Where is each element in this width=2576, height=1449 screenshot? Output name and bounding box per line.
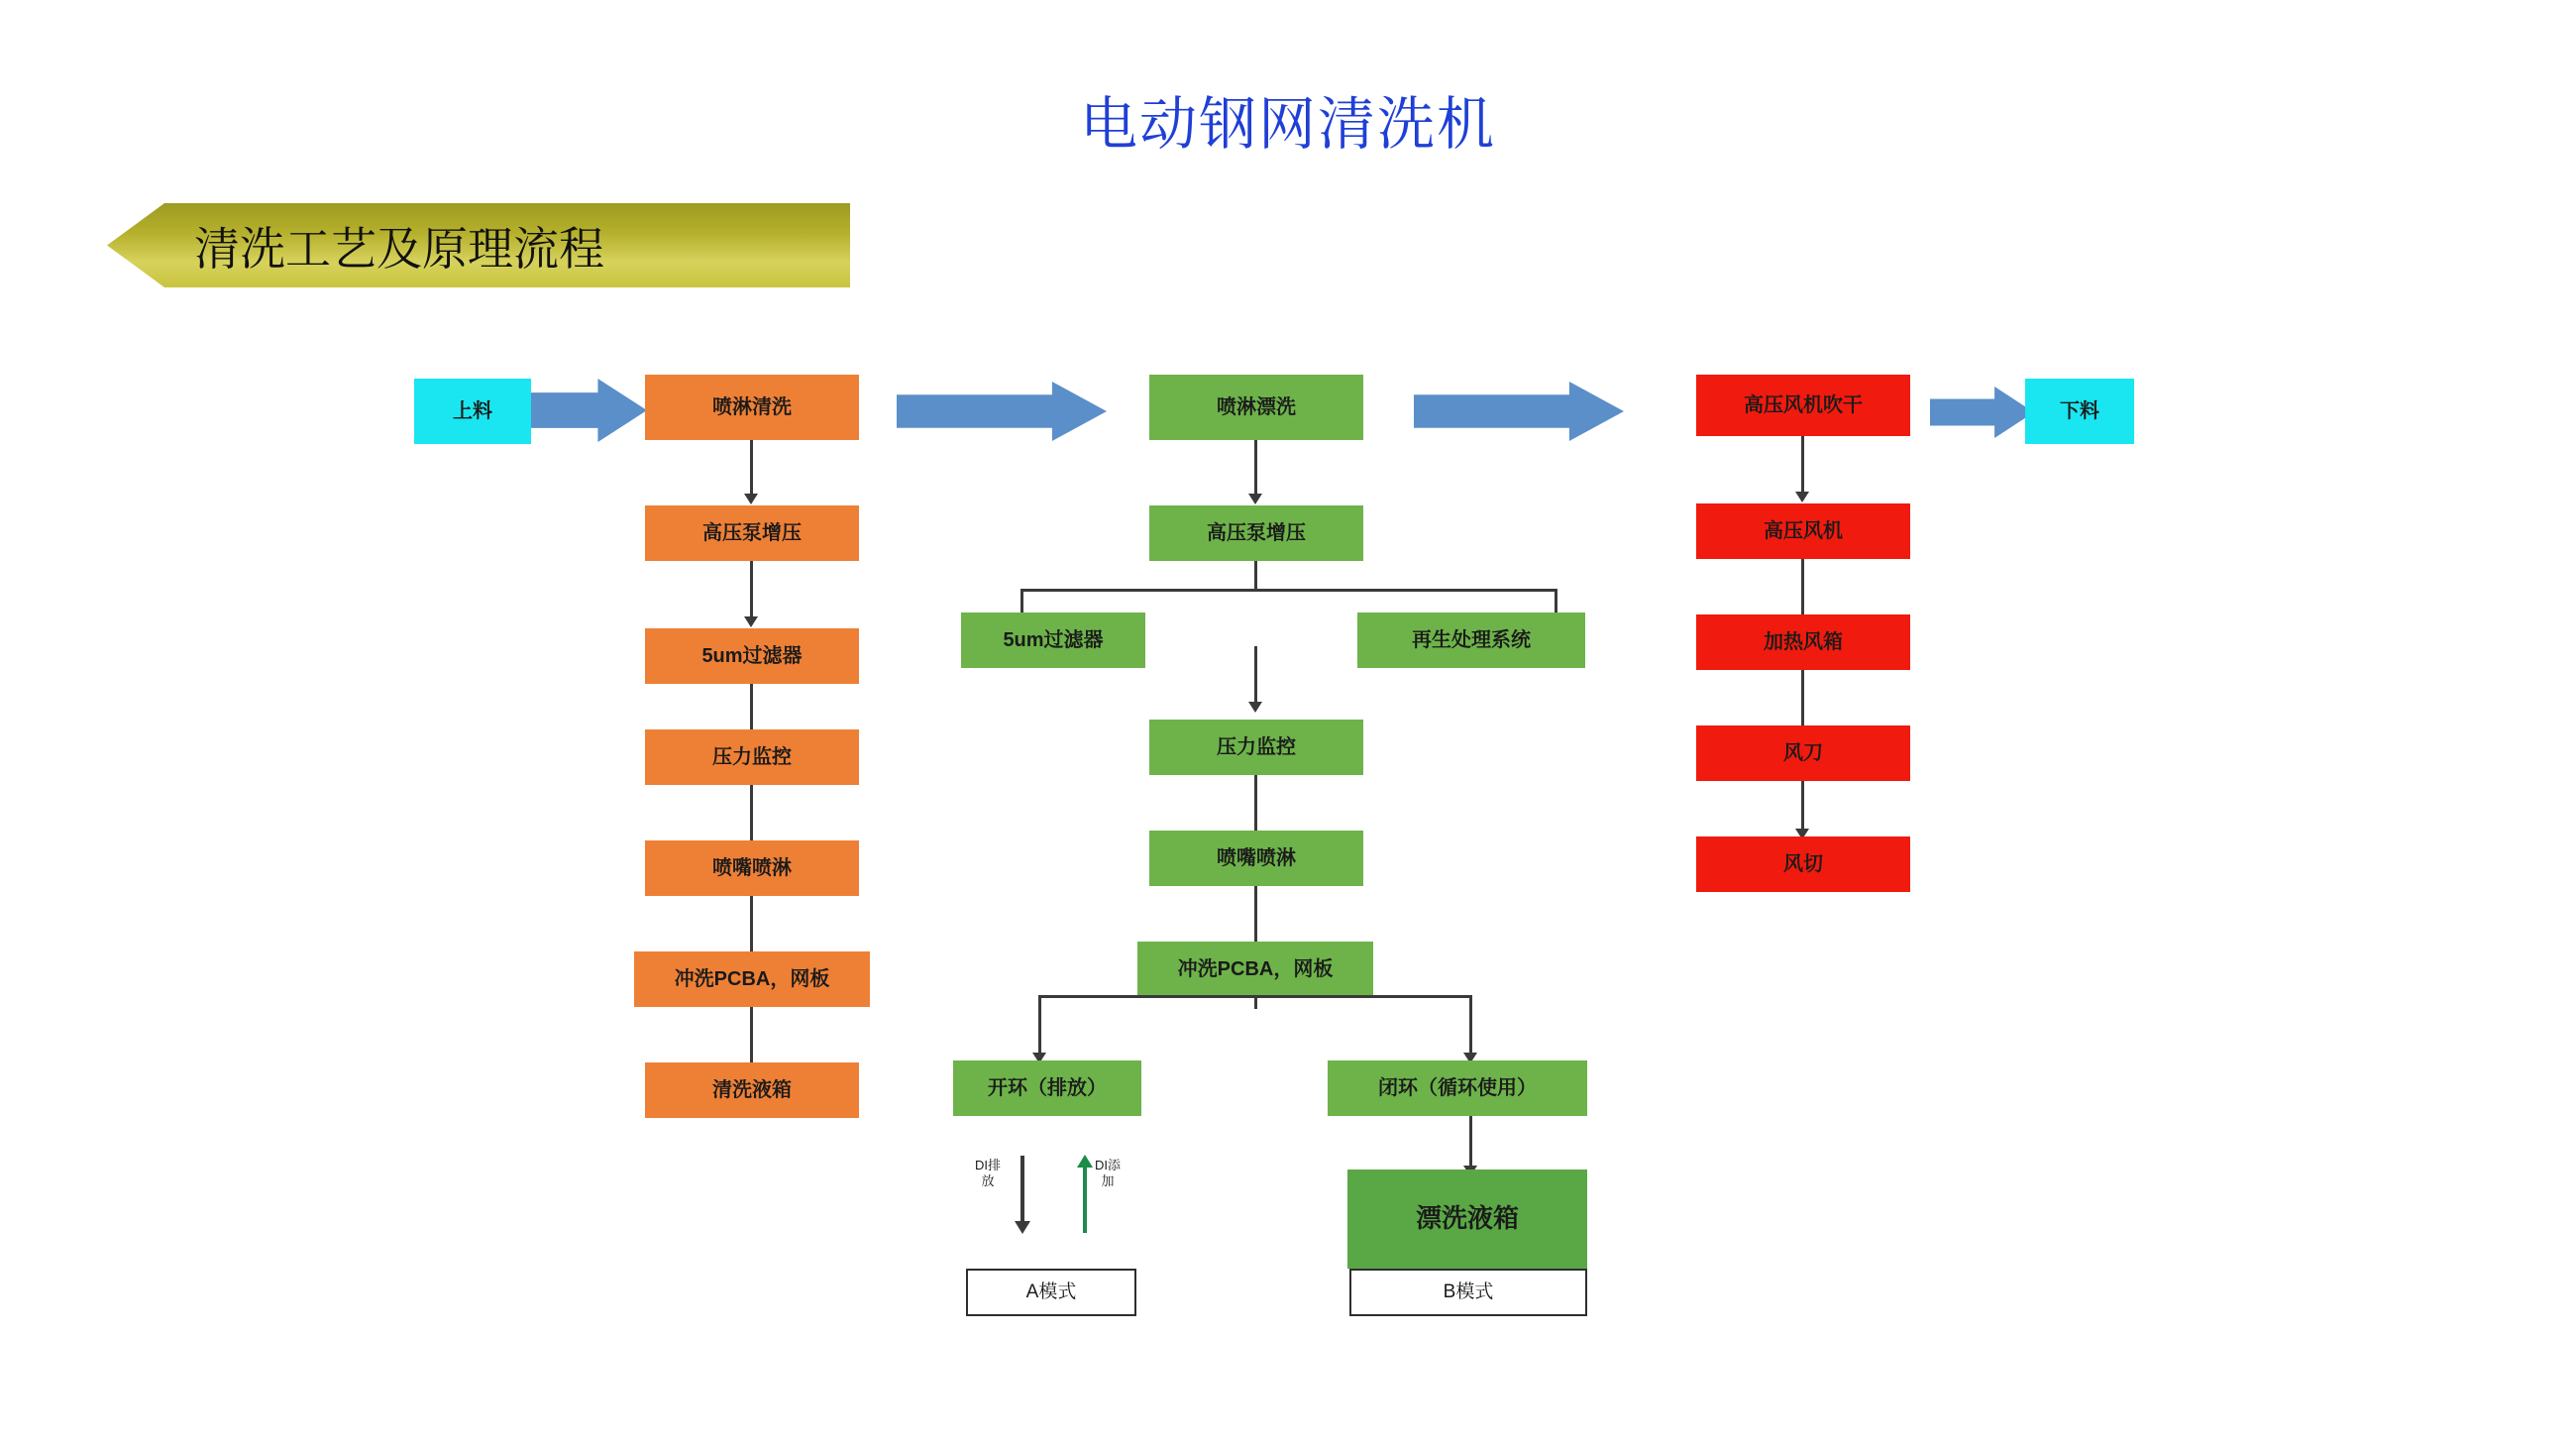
node-rinse-pump[interactable]: 高压泵增压 [1149,505,1363,561]
di-drain-label: DI排放 [975,1158,1002,1189]
arrowhead-wash-1 [744,494,758,504]
connector-rinse-1 [1254,440,1257,496]
connector-loop-left [1038,995,1041,1055]
node-rinse-filter[interactable]: 5um过滤器 [961,613,1145,668]
page-title: 电动钢网清洗机 [1079,92,1496,157]
connector-dry-2 [1801,559,1804,616]
section-banner [107,203,850,287]
node-rinse-flush[interactable]: 冲洗PCBA，网板 [1137,942,1373,997]
connector-closed-loop-tank [1469,1116,1472,1168]
arrowhead-rinse-2 [1248,702,1262,713]
node-wash-pressure[interactable]: 压力监控 [645,729,859,785]
node-rinse-nozzle[interactable]: 喷嘴喷淋 [1149,831,1363,886]
node-mode-b[interactable]: B模式 [1349,1269,1587,1316]
arrowhead-wash-2 [744,616,758,627]
node-mode-a[interactable]: A模式 [966,1269,1136,1316]
di-drain-arrowhead [1015,1221,1030,1234]
arrowhead-rinse-1 [1248,494,1262,504]
flow-arrow-1 [530,379,647,442]
node-high-pressure-blower[interactable]: 高压风机 [1696,503,1910,559]
node-blower-dry[interactable]: 高压风机吹干 [1696,375,1910,436]
node-spray-wash[interactable]: 喷淋清洗 [645,375,859,440]
connector-loop-bar [1038,995,1472,998]
flow-arrow-3 [1414,382,1624,441]
node-wash-tank[interactable]: 清洗液箱 [645,1062,859,1118]
connector-rinse-4 [1254,886,1257,944]
connector-wash-2 [750,561,753,618]
connector-rinse-2 [1254,646,1257,704]
node-open-loop[interactable]: 开环（排放） [953,1060,1141,1116]
node-wash-flush[interactable]: 冲洗PCBA，网板 [634,951,870,1007]
connector-rinse-split-bar [1020,589,1557,592]
node-air-cut[interactable]: 风切 [1696,836,1910,892]
flow-arrow-4 [1930,387,2034,438]
connector-wash-6 [750,1007,753,1064]
flow-arrow-2 [897,382,1107,441]
connector-wash-4 [750,785,753,842]
di-drain-arrow [1020,1156,1024,1223]
node-spray-rinse[interactable]: 喷淋漂洗 [1149,375,1363,440]
node-wash-pump[interactable]: 高压泵增压 [645,505,859,561]
node-unload[interactable]: 下料 [2025,379,2134,444]
node-wash-filter[interactable]: 5um过滤器 [645,628,859,684]
node-rinse-pressure[interactable]: 压力监控 [1149,720,1363,775]
connector-dry-1 [1801,436,1804,494]
di-add-label: DI添加 [1095,1158,1122,1189]
node-wash-nozzle[interactable]: 喷嘴喷淋 [645,840,859,896]
connector-loop-stem [1254,997,1257,1009]
connector-rinse-split-stem [1254,561,1257,591]
connector-dry-3 [1801,670,1804,727]
connector-dry-4 [1801,781,1804,831]
connector-rinse-3 [1254,775,1257,833]
connector-loop-right [1469,995,1472,1055]
di-add-arrowhead [1077,1155,1093,1168]
arrowhead-dry-1 [1795,492,1809,502]
node-heating-box[interactable]: 加热风箱 [1696,614,1910,670]
node-closed-loop[interactable]: 闭环（循环使用） [1328,1060,1587,1116]
banner-label: 清洗工艺及原理流程 [194,223,604,275]
node-air-knife[interactable]: 风刀 [1696,725,1910,781]
node-regen-system[interactable]: 再生处理系统 [1357,613,1585,668]
di-add-arrow [1083,1166,1087,1233]
node-load[interactable]: 上料 [414,379,531,444]
connector-wash-5 [750,896,753,953]
node-rinse-tank[interactable]: 漂洗液箱 [1347,1170,1587,1269]
connector-wash-1 [750,440,753,496]
